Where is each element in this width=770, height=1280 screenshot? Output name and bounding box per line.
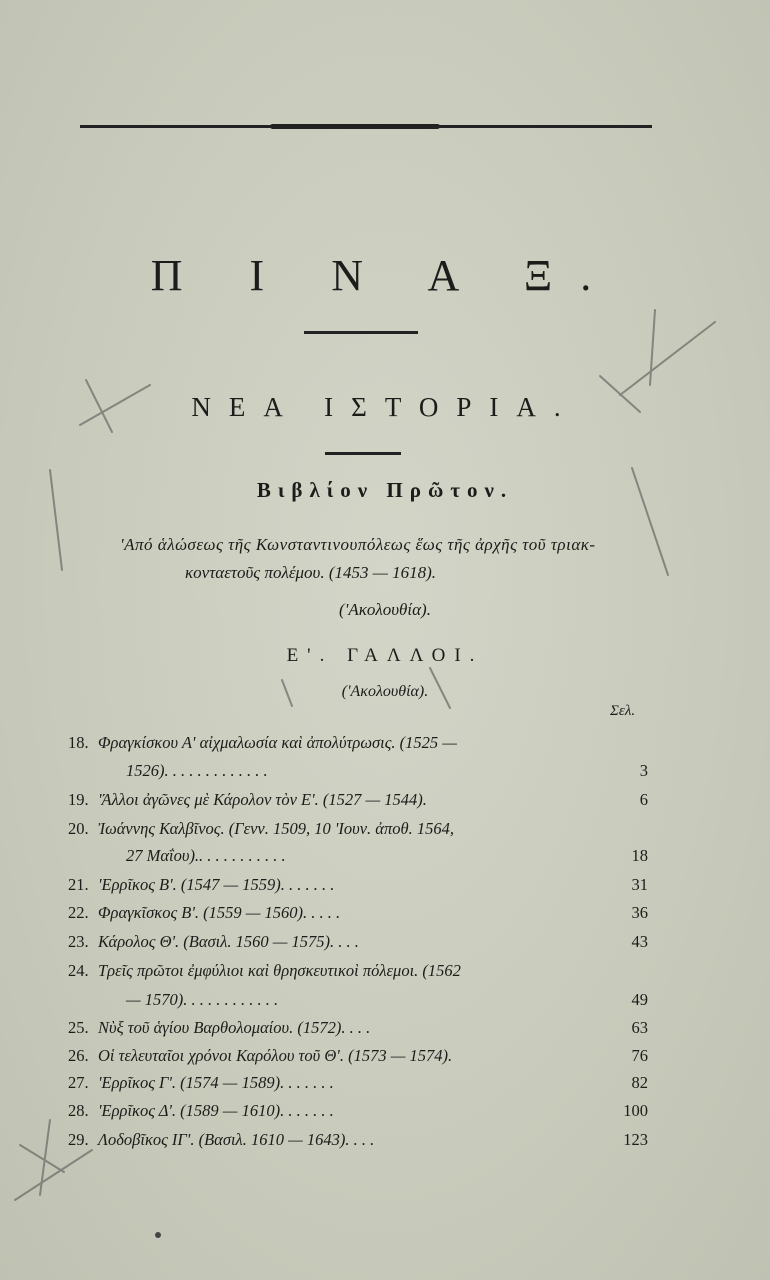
toc-entry-text: 'Ερρῖκος Β'. (1547 — 1559). . . . . . . bbox=[98, 875, 335, 894]
toc-entry-text: Λοδοβῖκος ΙΓ'. (Βασιλ. 1610 — 1643). . . . bbox=[98, 1130, 375, 1149]
toc-entry-text: 'Ερρῖκος Γ'. (1574 — 1589). . . . . . . bbox=[98, 1073, 334, 1092]
toc-entry-number: 23. bbox=[68, 932, 89, 951]
toc-entry-page: 6 bbox=[639, 790, 648, 809]
toc-entry-text: Φραγκῖσκος Β'. (1559 — 1560). . . . . bbox=[98, 903, 341, 922]
toc-entry-page: 82 bbox=[631, 1073, 648, 1092]
toc-entry-text: Φραγκίσκου Α' αἰχμαλωσία καὶ ἀπολύτρωσις. (1525 — bbox=[98, 733, 457, 752]
toc-entry-number: 27. bbox=[68, 1073, 89, 1092]
toc-entry bbox=[68, 961, 648, 985]
book-description-line1: 'Από ἁλώσεως τῆς Κωνσταντινουπόλεως ἕως τῆς ἀρχῆς τοῦ τριακ- bbox=[120, 535, 596, 554]
toc-entry-number: 21. bbox=[68, 875, 89, 894]
toc-entry-number: 18. bbox=[68, 733, 89, 752]
toc-entry bbox=[68, 1073, 648, 1097]
toc-entry-text: 'Ερρῖκος Δ'. (1589 — 1610). . . . . . . bbox=[98, 1101, 334, 1120]
book-description-line2: κονταετοῦς πολέμου. (1453 — 1618). bbox=[185, 563, 437, 582]
toc-entry-page: 36 bbox=[631, 903, 648, 922]
page-column-label: Σελ. bbox=[610, 703, 636, 719]
toc-entry bbox=[68, 1046, 648, 1070]
toc-entry-number: 24. bbox=[68, 961, 89, 980]
toc-entry-page: 76 bbox=[631, 1046, 648, 1065]
book-title: Βιβλίον Πρῶτον. bbox=[256, 478, 514, 502]
section-heading: ΝΕΑ ΙΣΤΟΡΙΑ. bbox=[191, 392, 579, 422]
toc-entry-text: 'Άλλοι ἀγῶνες μὲ Κάρολον τὸν Ε'. (1527 — 1544). bbox=[98, 790, 427, 809]
toc-entry-number: 19. bbox=[68, 790, 89, 809]
toc-entry-page: 31 bbox=[631, 875, 648, 894]
toc-entry bbox=[68, 819, 648, 843]
sequence-label: ('Ακολουθία). bbox=[339, 600, 431, 619]
toc-entry-number: 29. bbox=[68, 1130, 89, 1149]
toc-entry-page: 100 bbox=[623, 1101, 648, 1120]
toc-entry-number: 28. bbox=[68, 1101, 89, 1120]
toc-entry-text: Νὺξ τοῦ ἁγίου Βαρθολομαίου. (1572). . . . bbox=[98, 1018, 371, 1037]
toc-entry-page: 63 bbox=[631, 1018, 648, 1037]
toc-entry-page: 49 bbox=[631, 990, 648, 1009]
toc-entry-continued bbox=[126, 761, 648, 785]
toc-entry-text-cont: 27 Μαΐου).. . . . . . . . . . . bbox=[126, 846, 286, 865]
toc-entry-text: Κάρολος Θ'. (Βασιλ. 1560 — 1575). . . . bbox=[98, 932, 359, 951]
page-title: Π Ι Ν Α Ξ. bbox=[150, 251, 620, 300]
toc-entry-continued bbox=[126, 846, 648, 870]
toc-entry-page: 3 bbox=[639, 761, 648, 780]
toc-entry-continued bbox=[126, 990, 648, 1014]
chapter-title: Ε'. ΓΑΛΛΟΙ. bbox=[286, 645, 484, 666]
toc-entry bbox=[68, 733, 648, 757]
toc-entry-text: Οἱ τελευταῖοι χρόνοι Καρόλου τοῦ Θ'. (1573 — 1574). bbox=[98, 1046, 453, 1065]
toc-entry-text-cont: 1526). . . . . . . . . . . . . bbox=[126, 761, 268, 780]
toc-entry bbox=[68, 875, 648, 899]
toc-entry bbox=[68, 932, 648, 956]
toc-entry-page: 43 bbox=[631, 932, 648, 951]
toc-entry-text: Ἰωάννης Καλβῖνος. (Γενν. 1509, 10 'Ιουν. ἀποθ. 1564, bbox=[98, 819, 454, 838]
toc-entry-text-cont: — 1570). . . . . . . . . . . . bbox=[126, 990, 279, 1009]
toc-entry-page: 123 bbox=[623, 1130, 648, 1149]
toc-entry-number: 22. bbox=[68, 903, 89, 922]
toc-entry-number: 26. bbox=[68, 1046, 89, 1065]
toc-entry bbox=[68, 1130, 648, 1154]
toc-entry bbox=[68, 790, 648, 814]
toc-entry bbox=[68, 903, 648, 927]
toc-entry-page: 18 bbox=[631, 846, 648, 865]
toc-entry-number: 20. bbox=[68, 819, 89, 838]
toc-entry bbox=[68, 1101, 648, 1125]
toc-entry-number: 25. bbox=[68, 1018, 89, 1037]
toc-entry bbox=[68, 1018, 648, 1042]
toc-entry-text: Τρεῖς πρῶτοι ἐμφύλιοι καὶ θρησκευτικοὶ πόλεμοι. (1562 bbox=[98, 961, 461, 980]
chapter-sequence-label: ('Ακολουθία). bbox=[341, 683, 429, 700]
